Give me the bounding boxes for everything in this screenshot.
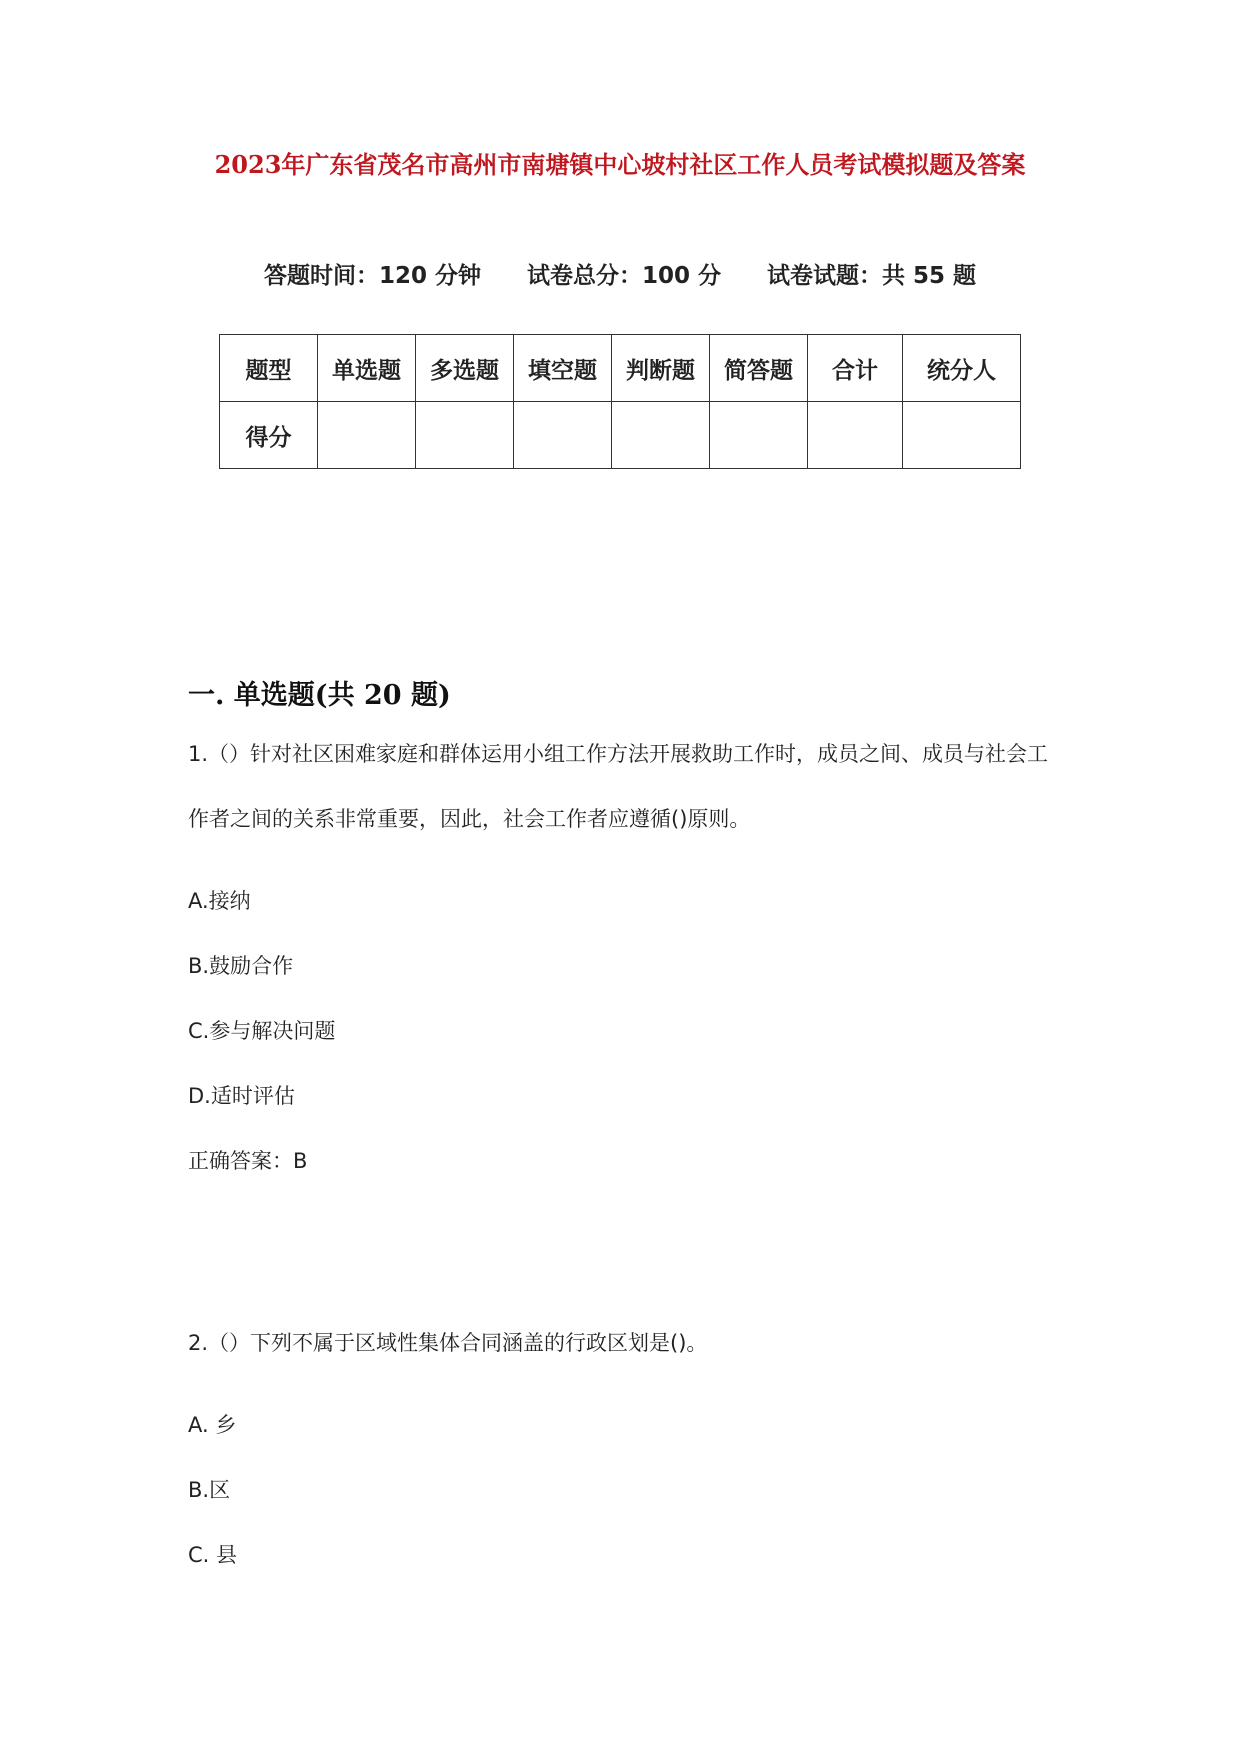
score-cell [903,402,1021,469]
score-table-header-cell: 多选题 [416,335,514,402]
score-table [219,334,1021,469]
score-cell [710,402,808,469]
question-2 [188,1311,1068,1604]
exam-time: 答题时间：120 分钟 [263,263,481,289]
option-b: B.鼓励合作 [188,954,294,978]
document-title: 2023年广东省茂名市高州市南塘镇中心坡村社区工作人员考试模拟题及答案 [214,150,1026,179]
score-table-header-row [220,335,1021,402]
section-title: 一. 单选题(共 20 题) [188,680,451,711]
score-cell [514,402,612,469]
option-c: C.参与解决问题 [188,1019,336,1043]
score-table-header-cell: 题型 [220,335,318,402]
score-table-header-cell: 统分人 [903,335,1021,402]
exam-total-score: 试卷总分：100 分 [526,263,722,289]
score-table-header-cell: 判断题 [612,335,710,402]
exam-meta [0,260,1240,292]
question-stem: 1.（）针对社区困难家庭和群体运用小组工作方法开展救助工作时，成员之间、成员与社会工作者之间的关系非常重要，因此，社会工作者应遵循()原则。 [188,742,1049,831]
score-table-header-cell: 简答题 [710,335,808,402]
option-a: A.接纳 [188,889,251,913]
exam-question-count: 试卷试题：共 55 题 [767,263,977,289]
score-table-header-cell: 合计 [808,335,903,402]
score-cell [808,402,903,469]
score-table-header-cell: 填空题 [514,335,612,402]
option-b: B.区 [188,1478,231,1502]
option-d: D.适时评估 [188,1084,295,1108]
score-cell [612,402,710,469]
score-table-score-row [220,402,1021,469]
score-table-header-cell: 单选题 [318,335,416,402]
correct-answer: 正确答案：B [188,1149,308,1173]
score-cell [416,402,514,469]
question-stem: 2.（）下列不属于区域性集体合同涵盖的行政区划是()。 [188,1331,708,1355]
score-row-label: 得分 [220,402,318,469]
option-c: C. 县 [188,1543,238,1567]
question-1 [188,722,1068,1177]
option-a: A. 乡 [188,1413,237,1437]
score-cell [318,402,416,469]
